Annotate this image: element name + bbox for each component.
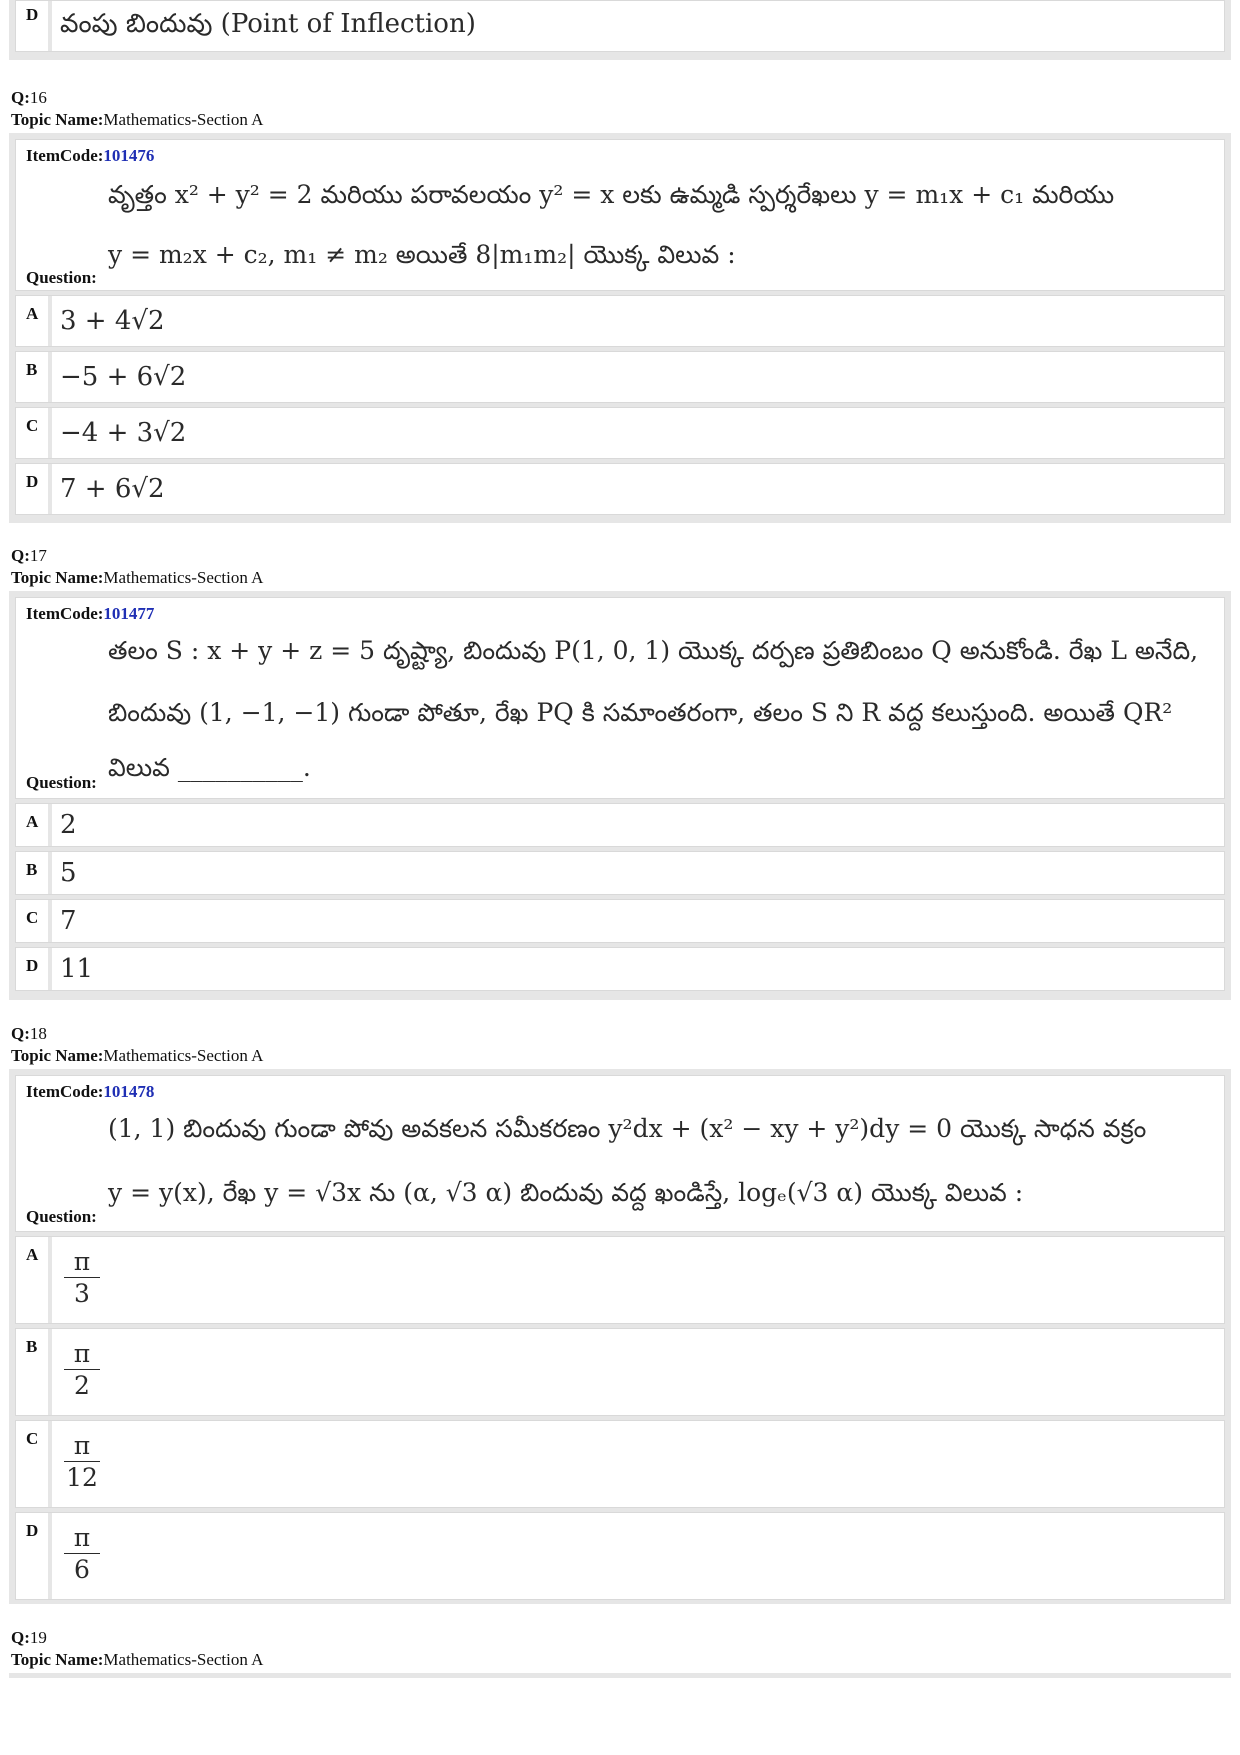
q17-header: [11, 545, 263, 589]
option-label: D: [26, 5, 39, 24]
q18-question: [15, 1075, 1225, 1232]
q16-option-c[interactable]: [15, 407, 1225, 459]
option-label: C: [26, 416, 39, 435]
question-line-2: y = y(x), రేఖ y = √3x ను (α, √3 α) బిందువు వద్ద ఖండిస్తే, logₑ(√3 α) యొక్క విలువ :: [108, 1178, 1024, 1207]
fraction-numerator: π: [64, 1431, 100, 1462]
q16-option-d[interactable]: [15, 463, 1225, 515]
cell-separator: [48, 900, 52, 942]
q15-options-box: [9, 0, 1231, 60]
option-text: 7 + 6√2: [60, 474, 165, 504]
option-text: 11: [60, 954, 94, 984]
q17-option-b[interactable]: [15, 851, 1225, 895]
question-line-2: y = m₂x + c₂, m₁ ≠ m₂ అయితే 8|m₁m₂| యొక్క విలువ :: [108, 240, 736, 269]
q18-box: [9, 1069, 1231, 1604]
fraction-denominator: 6: [74, 1555, 90, 1584]
option-text: 5: [60, 858, 77, 888]
fraction-numerator: π: [64, 1523, 100, 1554]
cell-separator: [48, 1421, 52, 1507]
q19-header: [11, 1627, 263, 1671]
q16-question: [15, 139, 1225, 291]
option-label: B: [26, 1337, 38, 1356]
option-label: C: [26, 1429, 39, 1448]
q16-option-b[interactable]: [15, 351, 1225, 403]
cell-separator: [48, 464, 52, 514]
option-fraction: [64, 1339, 100, 1402]
fraction-denominator: 12: [66, 1463, 98, 1492]
option-label: A: [26, 812, 39, 831]
option-fraction: [64, 1523, 100, 1586]
cell-separator: [48, 804, 52, 846]
q-number: 18: [29, 1024, 47, 1043]
question-line-1: వృత్తం x² + y² = 2 మరియు పరావలయం y² = x లకు ఉమ్మడి స్పర్శరేఖలు y = m₁x + c₁ మరియు: [108, 180, 1115, 209]
question-line-3: విలువ __________.: [108, 753, 311, 782]
cell-separator: [48, 852, 52, 894]
cell-separator: [48, 1513, 52, 1599]
q-label: Q:: [11, 1024, 30, 1043]
option-text: 3 + 4√2: [60, 306, 165, 336]
fraction-denominator: 2: [74, 1371, 90, 1400]
cell-separator: [48, 1, 52, 51]
option-label: A: [26, 304, 39, 323]
item-code: ItemCode:101478: [26, 1082, 155, 1101]
q18-header: [11, 1023, 263, 1067]
fraction-numerator: π: [64, 1339, 100, 1370]
cell-separator: [48, 1237, 52, 1323]
topic-name: Mathematics-Section A: [103, 1650, 264, 1669]
option-text: 7: [60, 906, 77, 936]
option-label: A: [26, 1245, 39, 1264]
q18-option-d[interactable]: [15, 1512, 1225, 1600]
q17-option-c[interactable]: [15, 899, 1225, 943]
topic-label: Topic Name:: [11, 568, 104, 587]
topic-label: Topic Name:: [11, 1650, 104, 1669]
option-text: −4 + 3√2: [60, 418, 187, 448]
q16-header: [11, 87, 263, 131]
q17-option-a[interactable]: [15, 803, 1225, 847]
cell-separator: [48, 948, 52, 990]
q-number: 16: [29, 88, 47, 107]
question-label: Question:: [26, 268, 97, 287]
cell-separator: [48, 296, 52, 346]
topic-label: Topic Name:: [11, 1046, 104, 1065]
item-code: ItemCode:101477: [26, 604, 155, 623]
option-label: D: [26, 956, 39, 975]
question-line-2: బిందువు (1, −1, −1) గుండా పోతూ, రేఖ PQ కి సమాంతరంగా, తలం S ని R వద్ద కలుస్తుంది. అయితే QR²: [108, 698, 1173, 727]
q18-option-c[interactable]: [15, 1420, 1225, 1508]
topic-name: Mathematics-Section A: [103, 568, 264, 587]
question-label: Question:: [26, 773, 97, 792]
option-text: −5 + 6√2: [60, 362, 187, 392]
item-code: ItemCode:101476: [26, 146, 155, 165]
q18-option-a[interactable]: [15, 1236, 1225, 1324]
option-text: వంపు బిందువు (Point of Inflection): [60, 9, 476, 39]
option-label: D: [26, 472, 39, 491]
q16-box: [9, 133, 1231, 523]
question-line-1: తలం S : x + y + z = 5 దృష్ట్యా, బిందువు P(1, 0, 1) యొక్క దర్పణ ప్రతిబింబం Q అనుకోండి. రేఖ L అనేది,: [108, 636, 1199, 665]
q17-box: [9, 591, 1231, 1000]
q-label: Q:: [11, 546, 30, 565]
fraction-denominator: 3: [74, 1279, 90, 1308]
option-label: C: [26, 908, 39, 927]
q17-option-d[interactable]: [15, 947, 1225, 991]
q15-option-d[interactable]: [15, 0, 1225, 52]
option-label: D: [26, 1521, 39, 1540]
cell-separator: [48, 408, 52, 458]
fraction-numerator: π: [64, 1247, 100, 1278]
q-label: Q:: [11, 88, 30, 107]
topic-label: Topic Name:: [11, 110, 104, 129]
cell-separator: [48, 352, 52, 402]
topic-name: Mathematics-Section A: [103, 110, 264, 129]
option-fraction: [64, 1431, 100, 1494]
question-label: Question:: [26, 1207, 97, 1226]
q16-option-a[interactable]: [15, 295, 1225, 347]
q17-question: [15, 597, 1225, 799]
option-fraction: [64, 1247, 100, 1310]
option-label: B: [26, 860, 38, 879]
q-number: 17: [29, 546, 47, 565]
question-line-1: (1, 1) బిందువు గుండా పోవు అవకలన సమీకరణం y²dx + (x² − xy + y²)dy = 0 యొక్క సాధన వక్రం: [108, 1114, 1147, 1143]
topic-name: Mathematics-Section A: [103, 1046, 264, 1065]
q19-box-top: [9, 1673, 1231, 1678]
option-text: 2: [60, 810, 77, 840]
option-label: B: [26, 360, 38, 379]
cell-separator: [48, 1329, 52, 1415]
q-number: 19: [29, 1628, 47, 1647]
q18-option-b[interactable]: [15, 1328, 1225, 1416]
q-label: Q:: [11, 1628, 30, 1647]
